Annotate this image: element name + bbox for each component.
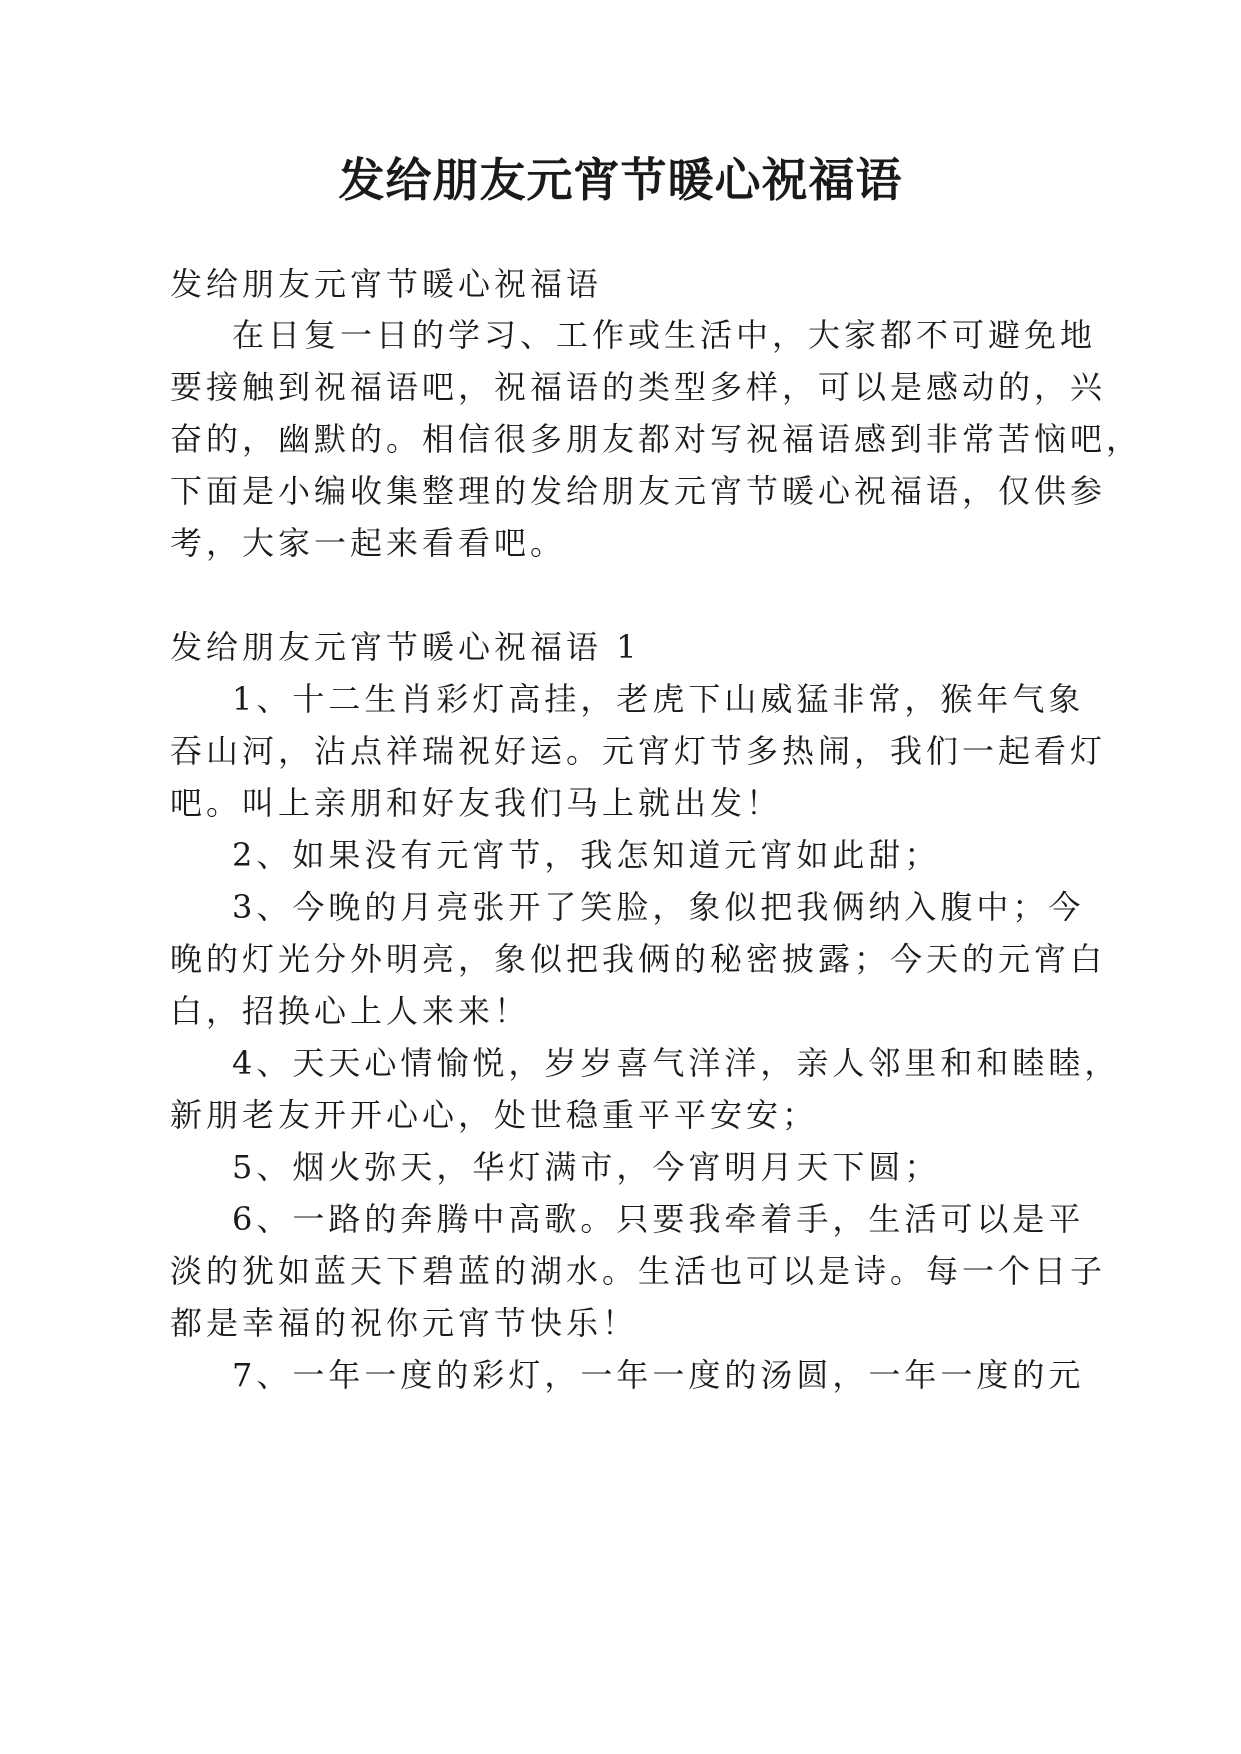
paragraph-line: 白，招换心上人来来！ xyxy=(170,992,531,1030)
paragraph-line: 5、烟火弥天，华灯满市，今宵明月天下圆； xyxy=(232,1148,941,1186)
paragraph-line: 要接触到祝福语吧，祝福语的类型多样，可以是感动的，兴 xyxy=(170,368,1107,406)
paragraph-line: 4、天天心情愉悦，岁岁喜气洋洋，亲人邻里和和睦睦， xyxy=(232,1044,1121,1082)
paragraph-line: 奋的，幽默的。相信很多朋友都对写祝福语感到非常苦恼吧， xyxy=(170,420,1143,458)
paragraph-line: 下面是小编收集整理的发给朋友元宵节暖心祝福语，仅供参 xyxy=(170,472,1107,510)
section-heading: 发给朋友元宵节暖心祝福语 1 xyxy=(170,628,641,666)
paragraph-line: 淡的犹如蓝天下碧蓝的湖水。生活也可以是诗。每一个日子 xyxy=(170,1252,1107,1290)
paragraph-line: 6、一路的奔腾中高歌。只要我牵着手，生活可以是平 xyxy=(232,1200,1085,1238)
paragraph-line: 7、一年一度的彩灯，一年一度的汤圆，一年一度的元 xyxy=(232,1356,1085,1394)
section-heading: 发给朋友元宵节暖心祝福语 xyxy=(170,265,603,303)
paragraph-line: 1、十二生肖彩灯高挂，老虎下山威猛非常，猴年气象 xyxy=(232,680,1085,718)
paragraph-line: 吧。叫上亲朋和好友我们马上就出发！ xyxy=(170,784,783,822)
paragraph-line: 晚的灯光分外明亮，象似把我俩的秘密披露；今天的元宵白 xyxy=(170,940,1107,978)
paragraph-line: 考，大家一起来看看吧。 xyxy=(170,524,567,562)
paragraph-line: 吞山河，沾点祥瑞祝好运。元宵灯节多热闹，我们一起看灯 xyxy=(170,732,1107,770)
paragraph-line: 在日复一日的学习、工作或生活中，大家都不可避免地 xyxy=(232,316,1097,354)
page-title: 发给朋友元宵节暖心祝福语 xyxy=(338,153,903,207)
paragraph-line: 2、如果没有元宵节，我怎知道元宵如此甜； xyxy=(232,836,941,874)
paragraph-line: 都是幸福的祝你元宵节快乐！ xyxy=(170,1304,639,1342)
paragraph-line: 新朋老友开开心心，处世稳重平平安安； xyxy=(170,1096,819,1134)
paragraph-line: 3、今晚的月亮张开了笑脸，象似把我俩纳入腹中；今 xyxy=(232,888,1085,926)
